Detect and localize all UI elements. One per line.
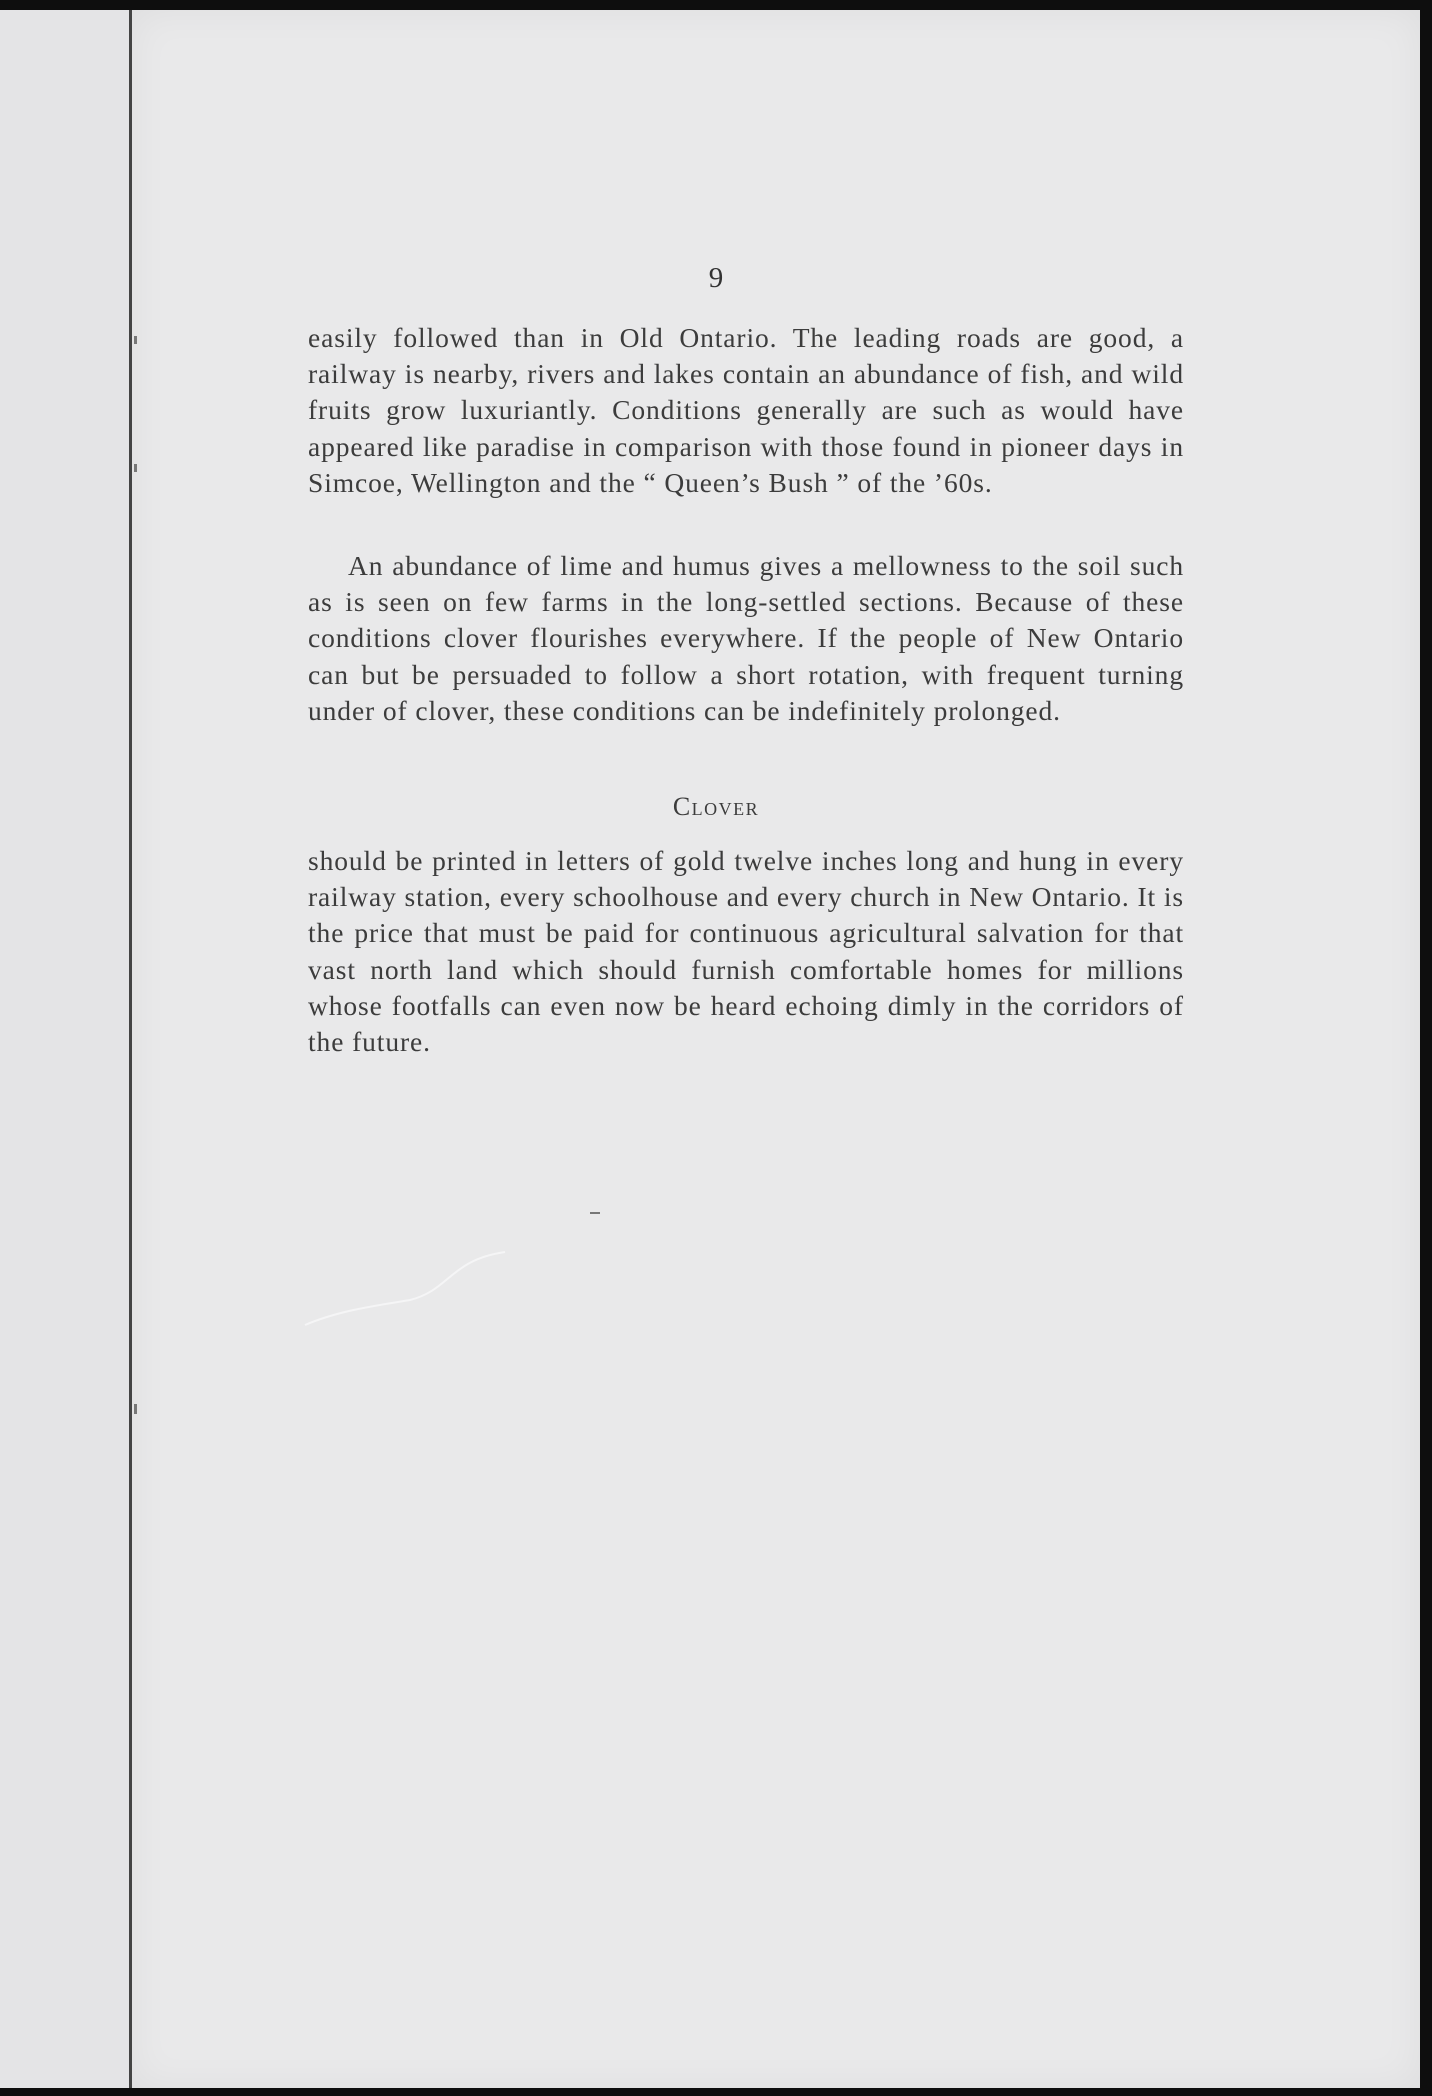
- scan-speck: [590, 1212, 600, 1214]
- page-number: 9: [708, 262, 724, 294]
- section-heading: Clover: [672, 792, 760, 821]
- scan-speck: [134, 464, 137, 472]
- binding-edge: [0, 10, 132, 2088]
- paragraph-2: An abundance of lime and humus gives a mellowness to the soil such as is seen on few farms in the long-settled sections. Because of these conditions clover flourishes everywhere. If the people of New Ontario can but be persuaded to follow a short rotation, with frequent turning under of clover, these conditions can be indefinitely prolonged.: [308, 550, 1184, 726]
- paragraph-1: easily followed than in Old Ontario. The leading roads are good, a railway is nearby, rivers and lakes contain an abundance of fish, and wild fruits grow luxuriantly. Conditions generally are such as would have appeared like paradise in comparison with those found in pioneer days in Simcoe, Wellington and the “ Queen’s Bush ” of the ’60s.: [308, 322, 1184, 498]
- scan-speck: [134, 1404, 137, 1414]
- scan-speck: [134, 336, 137, 344]
- paragraph-3: should be printed in letters of gold twelve inches long and hung in every railway station, every schoolhouse and every church in New Ontario. It is the price that must be paid for continuous agricultural salvation for that vast north land which should furnish comfortable homes for millions whose footfalls can even now be heard echoing dimly in the corridors of the future.: [308, 845, 1184, 1058]
